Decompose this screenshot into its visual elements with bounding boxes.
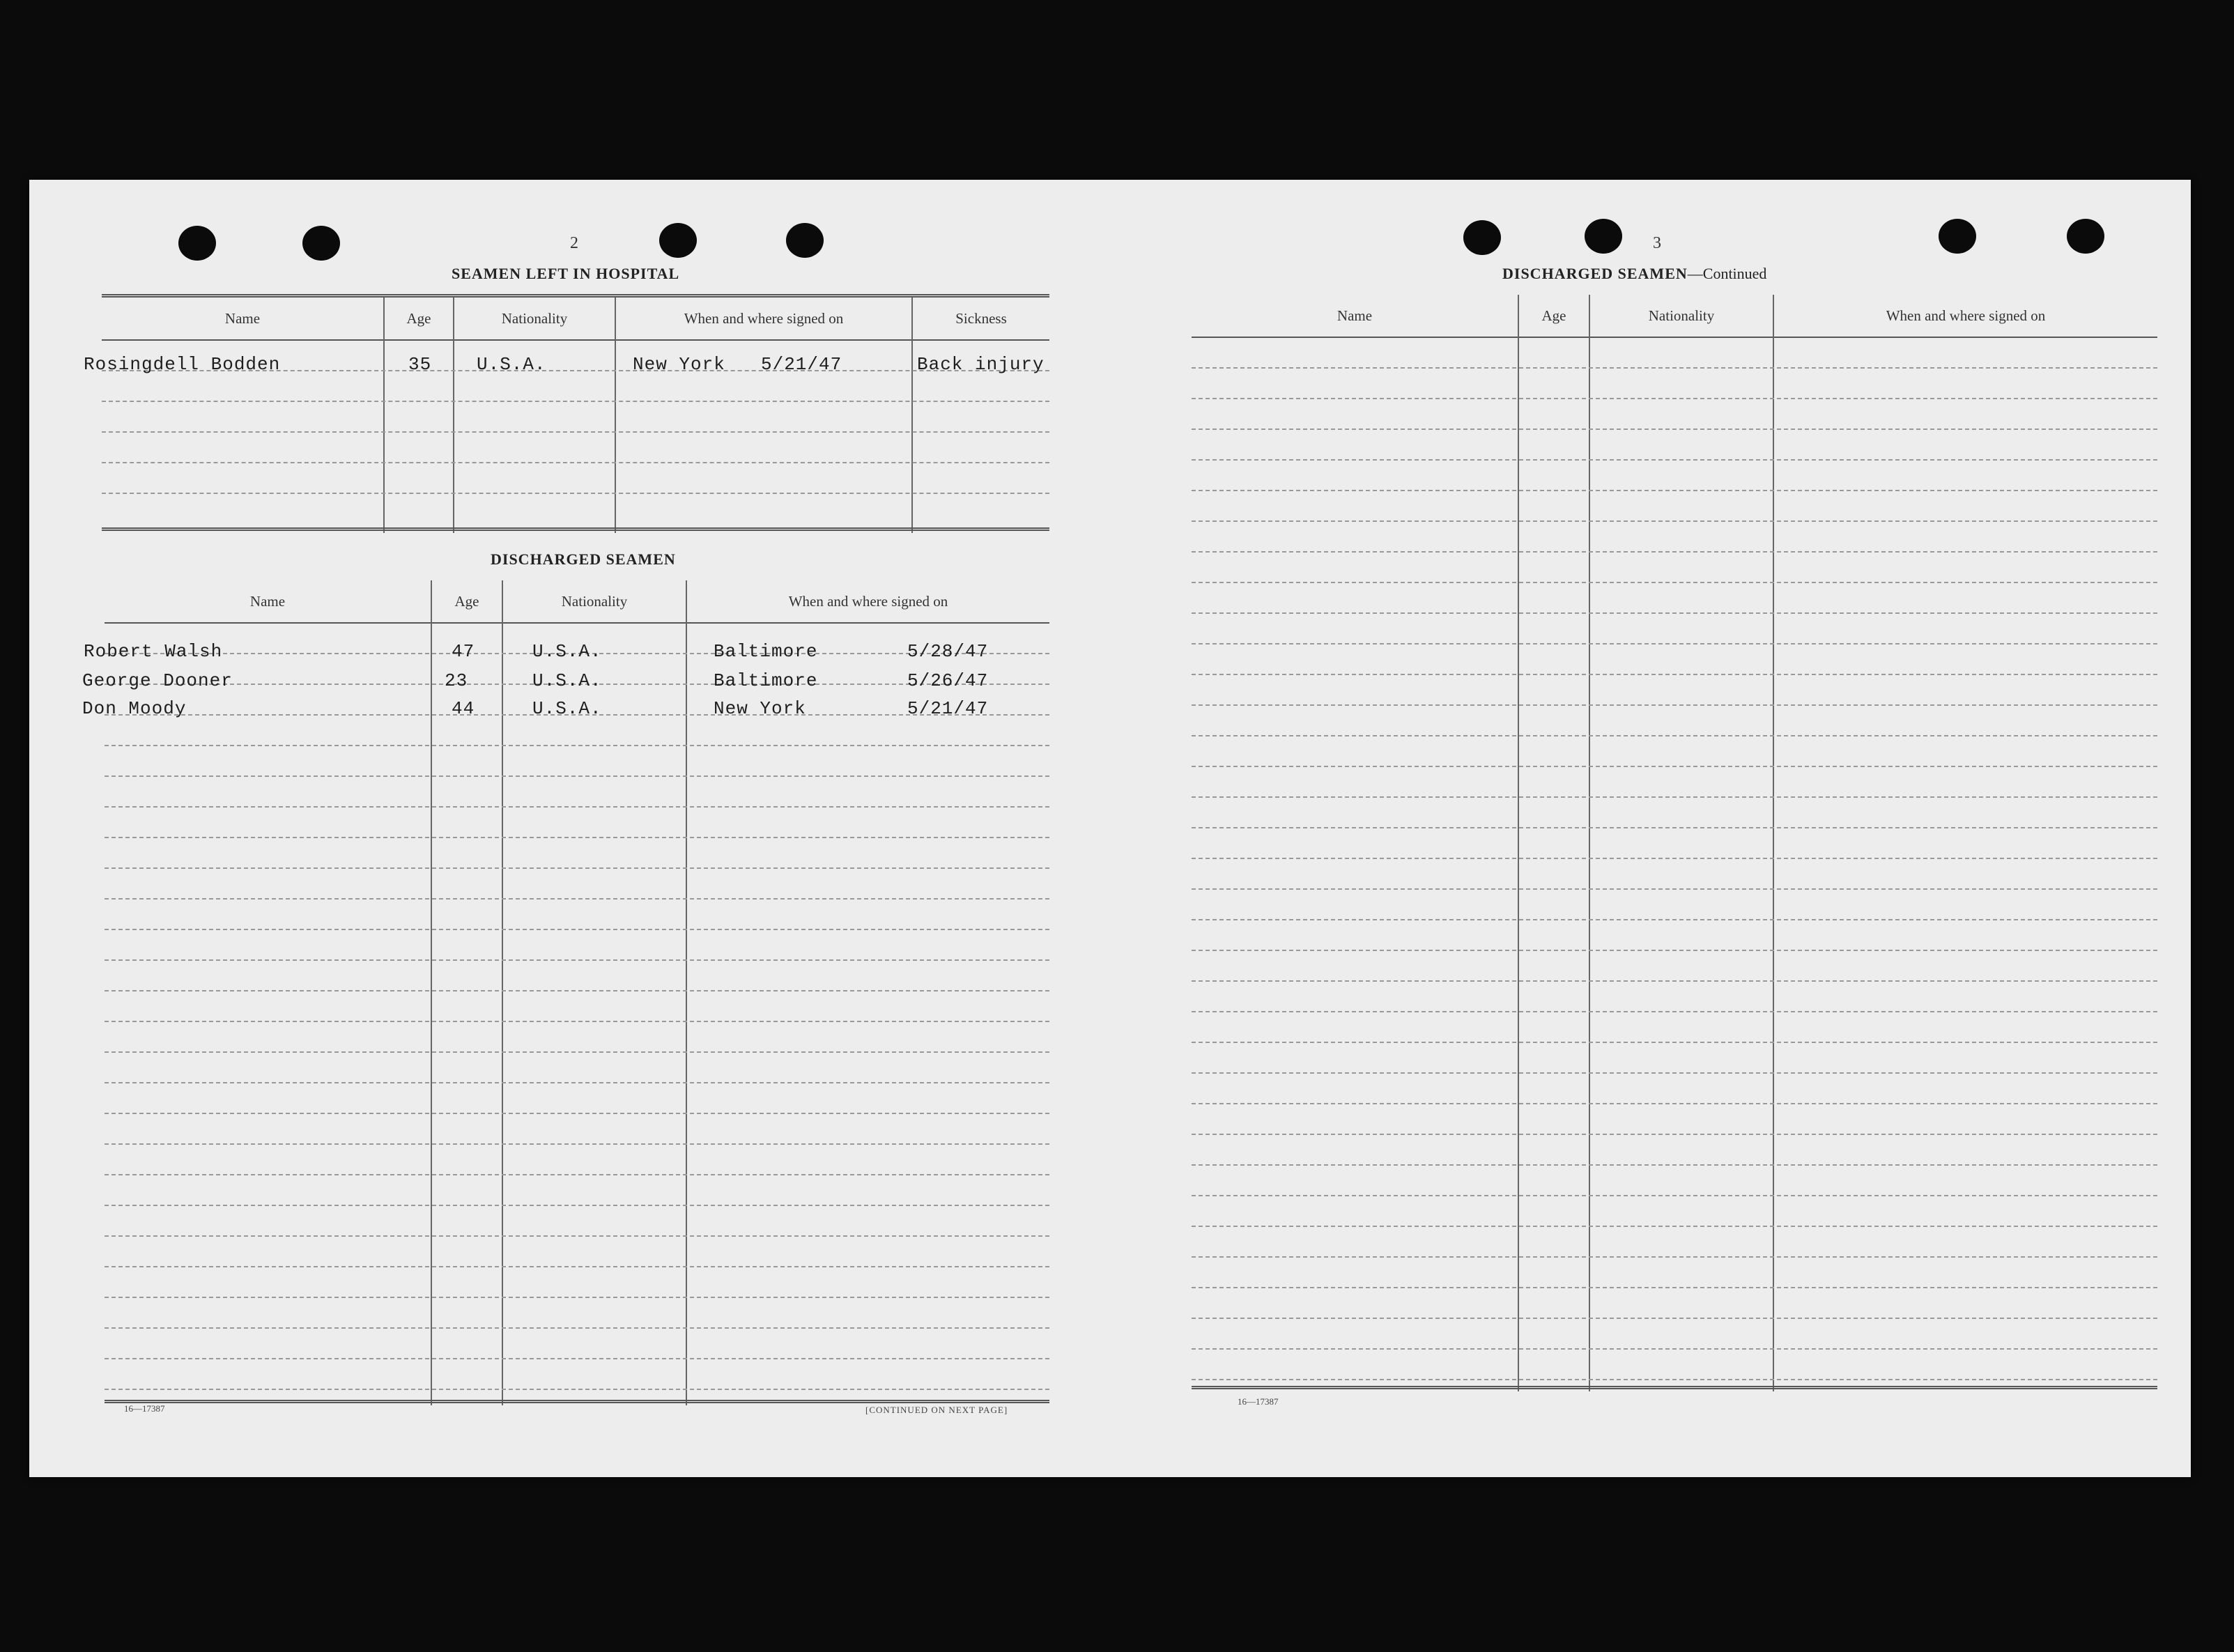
header-signed-on: When and where signed on	[1886, 307, 2046, 324]
table-row-rule	[105, 1143, 1049, 1145]
table-row-rule	[1192, 674, 2157, 675]
table-row-rule	[1192, 1348, 2157, 1350]
column-divider	[383, 298, 385, 533]
hospital-row-sickness: Back injury	[917, 354, 1045, 375]
table-row-rule	[105, 1266, 1049, 1267]
hospital-table	[102, 294, 1049, 533]
punch-hole	[786, 223, 824, 258]
discharged-row-nationality: U.S.A.	[532, 698, 602, 719]
discharged-row-date: 5/21/47	[907, 698, 989, 719]
table-row-rule	[105, 959, 1049, 961]
table-row-rule	[1192, 980, 2157, 982]
discharged-row-nationality: U.S.A.	[532, 641, 602, 662]
table-row-rule	[102, 401, 1049, 402]
right-section-title	[1502, 265, 1766, 283]
table-row-rule	[1192, 367, 2157, 369]
table-row-rule	[1192, 582, 2157, 583]
table-row-rule	[1192, 1256, 2157, 1258]
punch-hole	[1939, 219, 1976, 254]
table-row-rule	[105, 929, 1049, 930]
table-bottom-rule	[102, 527, 1049, 531]
table-row-rule	[105, 837, 1049, 838]
table-row-rule	[1192, 1318, 2157, 1319]
table-row-rule	[105, 1021, 1049, 1022]
header-age: Age	[454, 592, 479, 610]
discharged-row-date: 5/28/47	[907, 641, 989, 662]
hospital-row-date: 5/21/47	[761, 354, 842, 375]
table-row-rule	[1192, 1195, 2157, 1196]
table-row-rule	[1192, 1042, 2157, 1043]
column-divider	[502, 580, 503, 1405]
punch-hole	[178, 226, 216, 261]
table-bottom-rule	[105, 1400, 1049, 1403]
table-row-rule	[105, 1174, 1049, 1175]
table-row-rule	[1192, 735, 2157, 736]
column-divider	[686, 580, 687, 1405]
column-divider	[453, 298, 454, 533]
table-row-rule	[105, 898, 1049, 900]
table-row-rule	[1192, 643, 2157, 644]
left-page-number: 2	[570, 234, 578, 252]
table-row-rule	[105, 1205, 1049, 1206]
right-section-title-main: DISCHARGED SEAMEN	[1502, 265, 1688, 282]
discharged-row-age: 23	[445, 670, 468, 691]
table-row-rule	[1192, 398, 2157, 399]
table-row-rule	[1192, 704, 2157, 706]
table-row-rule	[105, 1358, 1049, 1359]
table-row-rule	[1192, 490, 2157, 491]
discharged-row-age: 44	[452, 698, 475, 719]
table-row-rule	[105, 1082, 1049, 1083]
table-row-rule	[1192, 1134, 2157, 1135]
discharged-row-nationality: U.S.A.	[532, 670, 602, 691]
table-row-rule	[1192, 520, 2157, 522]
table-row-rule	[1192, 1287, 2157, 1288]
table-row-rule	[105, 990, 1049, 991]
header-age: Age	[406, 309, 431, 327]
header-nationality: Nationality	[1648, 307, 1715, 324]
hospital-row-place: New York	[633, 354, 725, 375]
table-row-rule	[1192, 551, 2157, 553]
table-row-rule	[1192, 1072, 2157, 1074]
discharged-row-age: 47	[452, 641, 475, 662]
table-row-rule	[1192, 858, 2157, 859]
discharged-row-name: George Dooner	[82, 670, 233, 691]
table-row-rule	[105, 745, 1049, 746]
table-row-rule	[105, 775, 1049, 777]
hospital-row-nationality: U.S.A.	[477, 354, 546, 375]
header-name: Name	[249, 592, 286, 610]
right-page-number: 3	[1653, 234, 1661, 252]
table-row-rule	[1192, 796, 2157, 798]
discharged-row-date: 5/26/47	[907, 670, 989, 691]
table-row-rule	[1192, 612, 2157, 614]
header-signed-on: When and where signed on	[788, 592, 948, 610]
discharged-continued-table-header	[1192, 295, 2157, 338]
discharged-row-place: Baltimore	[714, 641, 818, 662]
column-divider	[615, 298, 616, 533]
discharged-table-header	[105, 580, 1049, 624]
header-nationality: Nationality	[501, 309, 568, 327]
punch-hole	[1585, 219, 1622, 254]
table-row-rule	[102, 493, 1049, 494]
punch-hole	[1463, 220, 1501, 255]
table-row-rule	[1192, 459, 2157, 461]
header-nationality: Nationality	[561, 592, 628, 610]
continued-note: [CONTINUED ON NEXT PAGE]	[865, 1405, 1008, 1415]
table-row-rule	[105, 1389, 1049, 1390]
table-bottom-rule	[1192, 1386, 2157, 1389]
header-age: Age	[1541, 307, 1566, 324]
table-row-rule	[102, 462, 1049, 463]
table-row-rule	[105, 1113, 1049, 1114]
table-row-rule	[102, 431, 1049, 433]
table-row-rule	[1192, 1011, 2157, 1012]
table-row-rule	[1192, 1164, 2157, 1166]
hospital-row-age: 35	[408, 354, 432, 375]
table-row-rule	[1192, 888, 2157, 890]
discharged-row-place: New York	[714, 698, 806, 719]
table-row-rule	[105, 1235, 1049, 1237]
header-sickness: Sickness	[955, 309, 1007, 327]
table-row-rule	[1192, 919, 2157, 920]
table-row-rule	[1192, 1103, 2157, 1104]
header-signed-on: When and where signed on	[684, 309, 844, 327]
hospital-table-header	[102, 298, 1049, 341]
discharged-continued-table-body	[1192, 295, 2157, 1391]
table-row-rule	[105, 1327, 1049, 1329]
right-form-code: 16—17387	[1238, 1396, 1279, 1407]
punch-hole	[302, 226, 340, 261]
discharged-row-name: Don Moody	[82, 698, 187, 719]
left-form-code: 16—17387	[124, 1403, 165, 1414]
table-row-rule	[105, 867, 1049, 869]
header-name: Name	[224, 309, 261, 327]
table-row-rule	[105, 806, 1049, 808]
discharged-row-place: Baltimore	[714, 670, 818, 691]
table-row-rule	[1192, 429, 2157, 430]
hospital-row-name: Rosingdell Bodden	[84, 354, 281, 375]
document-sheet	[29, 180, 2191, 1477]
hospital-section-title: SEAMEN LEFT IN HOSPITAL	[452, 265, 680, 282]
punch-hole	[659, 223, 697, 258]
column-divider	[431, 580, 432, 1405]
table-row-rule	[1192, 1226, 2157, 1227]
punch-hole	[2067, 219, 2104, 254]
table-row-rule	[105, 1051, 1049, 1053]
table-row-rule	[1192, 1379, 2157, 1380]
discharged-section-title: DISCHARGED SEAMEN	[491, 550, 676, 568]
right-section-title-suffix: —Continued	[1687, 265, 1767, 282]
table-row-rule	[105, 1297, 1049, 1298]
header-name: Name	[1336, 307, 1373, 324]
table-row-rule	[1192, 950, 2157, 951]
table-row-rule	[1192, 766, 2157, 767]
column-divider	[911, 298, 913, 533]
table-row-rule	[1192, 827, 2157, 828]
discharged-row-name: Robert Walsh	[84, 641, 223, 662]
